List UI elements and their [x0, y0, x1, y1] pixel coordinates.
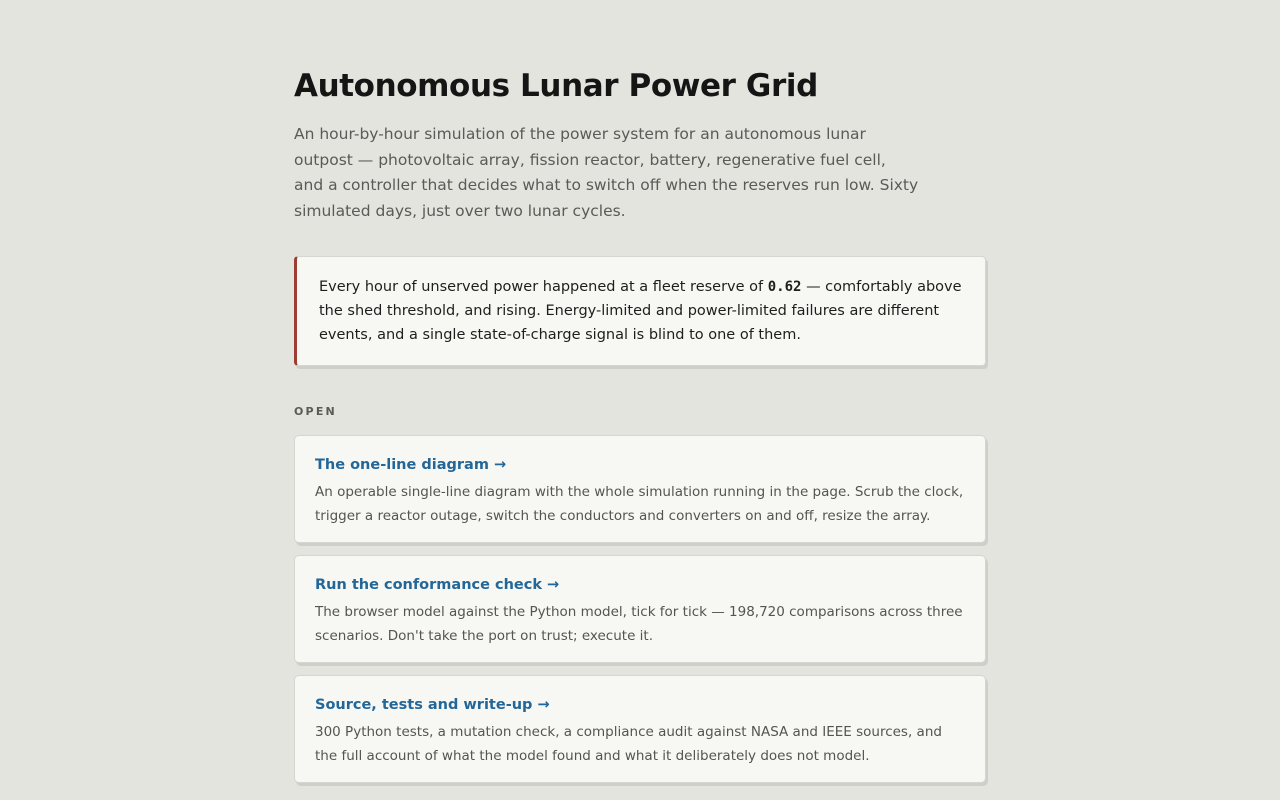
intro-paragraph: An hour-by-hour simulation of the power system for an autonomous lunar outpost — photovoltaic array, fission reactor, battery, regenerative fuel cell, and a controller that decides what to switch off when the reserves run low. Sixty simulated days, just over two lunar cycles. [294, 125, 919, 221]
callout-text [319, 275, 967, 347]
key-finding-callout [294, 256, 986, 366]
source-tests-card[interactable] [294, 675, 986, 783]
callout-text-before: Every hour of unserved power happened at a fleet reserve of [319, 279, 768, 295]
source-tests-description: 300 Python tests, a mutation check, a compliance audit against NASA and IEEE sources, and the full account of what the model found and what it deliberately does not model. [315, 724, 942, 764]
one-line-diagram-link[interactable]: The one-line diagram → [315, 457, 507, 473]
open-section-label: OPEN [294, 405, 337, 418]
fleet-reserve-value: 0.62 [767, 279, 802, 295]
one-line-diagram-card[interactable] [294, 435, 986, 543]
conformance-check-card[interactable] [294, 555, 986, 663]
conformance-check-link[interactable]: Run the conformance check → [315, 577, 560, 593]
conformance-check-description: The browser model against the Python model, tick for tick — 198,720 comparisons across three scenarios. Don't take the port on trust; execute it. [315, 604, 963, 644]
callout-text-after: — comfortably above the shed threshold, and rising. Energy-limited and power-limited failures are different events, and a single state-of-charge signal is blind to one of them. [319, 279, 962, 343]
page-title: Autonomous Lunar Power Grid [294, 68, 818, 104]
one-line-diagram-description: An operable single-line diagram with the whole simulation running in the page. Scrub the clock, trigger a reactor outage, switch the conductors and converters on and off, resize the array. [315, 484, 964, 524]
source-tests-link[interactable]: Source, tests and write-up → [315, 697, 550, 713]
